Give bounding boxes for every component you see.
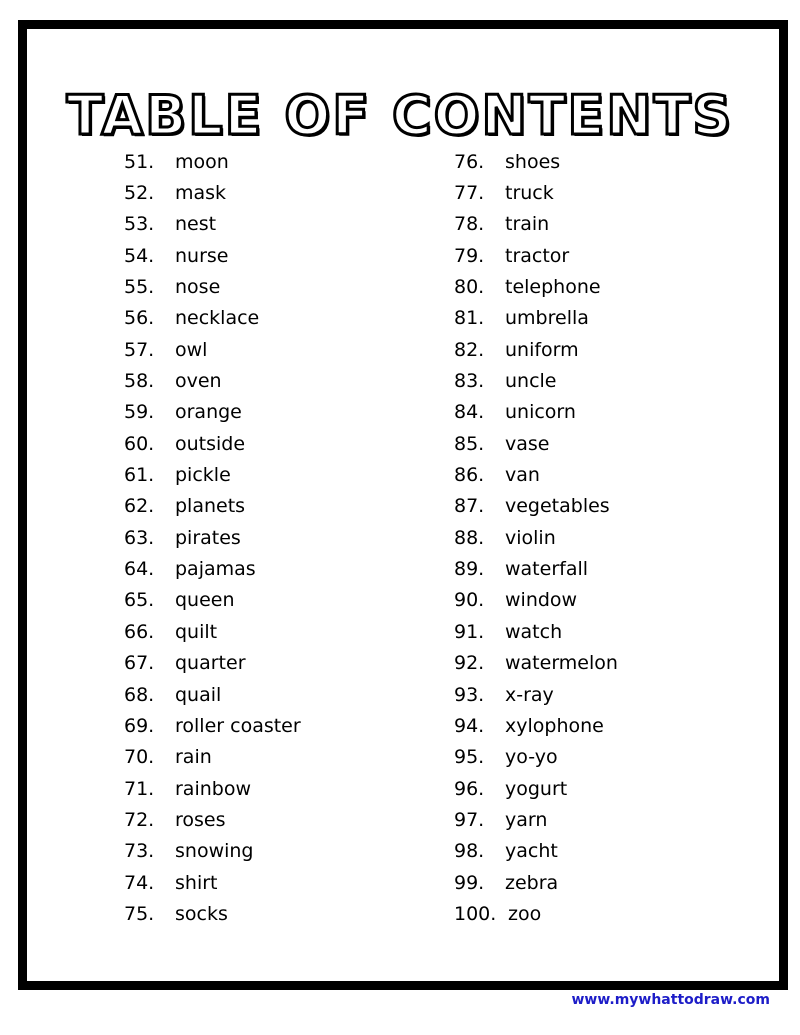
entry-word: telephone (505, 276, 601, 299)
contents-entry (454, 648, 618, 679)
entry-word: roller coaster (175, 714, 301, 737)
contents-entry (454, 773, 618, 804)
entry-word: unicorn (505, 401, 576, 424)
entry-word: quarter (175, 652, 246, 675)
entry-number: 81. (454, 307, 485, 330)
entry-number: 59. (124, 401, 155, 424)
entry-number: 62. (124, 495, 155, 518)
entry-word: uniform (505, 338, 579, 361)
contents-entry (454, 836, 618, 867)
entry-word: planets (175, 495, 246, 518)
entry-number: 79. (454, 244, 485, 267)
entry-word: moon (175, 150, 229, 173)
contents-entry (124, 303, 301, 334)
entry-number: 69. (124, 714, 155, 737)
contents-entry (124, 648, 301, 679)
contents-entry (454, 491, 618, 522)
entry-number: 68. (124, 683, 155, 706)
contents-entry (454, 616, 618, 647)
contents-entry (124, 679, 301, 710)
contents-entry (124, 867, 301, 898)
entry-number: 61. (124, 464, 155, 487)
entry-number: 55. (124, 276, 155, 299)
contents-entry (454, 209, 618, 240)
entry-word: pirates (175, 526, 241, 549)
entry-number: 88. (454, 526, 485, 549)
entry-number: 97. (454, 808, 485, 831)
contents-entry (124, 804, 301, 835)
entry-word: roses (175, 808, 226, 831)
entry-word: yarn (505, 808, 548, 831)
entry-word: oven (175, 370, 222, 393)
entry-word: socks (175, 902, 228, 925)
entry-number: 73. (124, 840, 155, 863)
contents-entry (124, 553, 301, 584)
entry-number: 85. (454, 432, 485, 455)
entry-number: 100. (454, 902, 497, 925)
contents-entry (454, 679, 618, 710)
entry-word: watch (505, 620, 563, 643)
entry-word: watermelon (505, 652, 618, 675)
contents-entry (124, 271, 301, 302)
entry-word: umbrella (505, 307, 589, 330)
entry-number: 63. (124, 526, 155, 549)
entry-word: van (505, 464, 540, 487)
contents-entry (124, 616, 301, 647)
contents-entry (124, 459, 301, 490)
entry-word: zebra (505, 871, 559, 894)
contents-entry (454, 428, 618, 459)
entry-number: 84. (454, 401, 485, 424)
contents-entry (454, 397, 618, 428)
entry-word: queen (175, 589, 235, 612)
entry-number: 51. (124, 150, 155, 173)
contents-entry (124, 365, 301, 396)
entry-number: 60. (124, 432, 155, 455)
entry-number: 57. (124, 338, 155, 361)
entry-number: 58. (124, 370, 155, 393)
contents-entry (124, 585, 301, 616)
entry-word: waterfall (505, 558, 589, 581)
entry-word: x-ray (505, 683, 554, 706)
entry-word: tractor (505, 244, 570, 267)
entry-word: uncle (505, 370, 557, 393)
contents-entry (124, 146, 301, 177)
website-link[interactable]: www.mywhattodraw.com (571, 992, 770, 1008)
contents-entry (454, 334, 618, 365)
contents-column-right (454, 146, 618, 930)
entry-word: pickle (175, 464, 231, 487)
entry-number: 65. (124, 589, 155, 612)
entry-word: owl (175, 338, 208, 361)
contents-entry (454, 710, 618, 741)
entry-number: 80. (454, 276, 485, 299)
entry-word: nose (175, 276, 221, 299)
entry-word: rain (175, 746, 212, 769)
entry-number: 90. (454, 589, 485, 612)
contents-entry (124, 177, 301, 208)
contents-entry (454, 146, 618, 177)
entry-word: orange (175, 401, 242, 424)
entry-word: mask (175, 182, 227, 205)
entry-number: 56. (124, 307, 155, 330)
entry-number: 74. (124, 871, 155, 894)
entry-word: shirt (175, 871, 218, 894)
entry-number: 91. (454, 620, 485, 643)
contents-entry (454, 553, 618, 584)
entry-number: 98. (454, 840, 485, 863)
entry-word: truck (505, 182, 554, 205)
entry-number: 82. (454, 338, 485, 361)
contents-column-left (124, 146, 301, 930)
entry-number: 87. (454, 495, 485, 518)
entry-number: 95. (454, 746, 485, 769)
entry-number: 75. (124, 902, 155, 925)
contents-entry (124, 742, 301, 773)
entry-word: zoo (508, 902, 542, 925)
entry-word: shoes (505, 150, 561, 173)
contents-entry (454, 585, 618, 616)
entry-word: window (505, 589, 578, 612)
entry-number: 64. (124, 558, 155, 581)
entry-number: 67. (124, 652, 155, 675)
entry-word: quilt (175, 620, 218, 643)
entry-word: yacht (505, 840, 558, 863)
contents-entry (454, 303, 618, 334)
entry-number: 92. (454, 652, 485, 675)
entry-number: 70. (124, 746, 155, 769)
entry-word: rainbow (175, 777, 251, 800)
entry-number: 72. (124, 808, 155, 831)
contents-entry (454, 177, 618, 208)
contents-entry (124, 491, 301, 522)
entry-number: 86. (454, 464, 485, 487)
entry-word: violin (505, 526, 556, 549)
entry-word: xylophone (505, 714, 604, 737)
entry-number: 71. (124, 777, 155, 800)
contents-entry (454, 240, 618, 271)
contents-entry (124, 898, 301, 929)
entry-word: vase (505, 432, 550, 455)
entry-word: vegetables (505, 495, 610, 518)
entry-word: yogurt (505, 777, 568, 800)
entry-number: 53. (124, 213, 155, 236)
contents-entry (124, 836, 301, 867)
entry-number: 76. (454, 150, 485, 173)
contents-entry (454, 867, 618, 898)
contents-entry (124, 240, 301, 271)
contents-entry (124, 773, 301, 804)
entry-number: 52. (124, 182, 155, 205)
entry-word: yo-yo (505, 746, 558, 769)
entry-number: 83. (454, 370, 485, 393)
entry-word: snowing (175, 840, 254, 863)
entry-word: pajamas (175, 558, 256, 581)
contents-entry (124, 397, 301, 428)
entry-word: outside (175, 432, 246, 455)
entry-number: 94. (454, 714, 485, 737)
entry-number: 96. (454, 777, 485, 800)
entry-word: necklace (175, 307, 260, 330)
entry-number: 93. (454, 683, 485, 706)
entry-number: 89. (454, 558, 485, 581)
entry-number: 78. (454, 213, 485, 236)
contents-entry (454, 365, 618, 396)
entry-word: nest (175, 213, 217, 236)
contents-entry (454, 271, 618, 302)
contents-entry (124, 710, 301, 741)
entry-number: 77. (454, 182, 485, 205)
entry-word: train (505, 213, 550, 236)
entry-number: 99. (454, 871, 485, 894)
contents-entry (124, 522, 301, 553)
contents-entry (124, 428, 301, 459)
entry-word: quail (175, 683, 222, 706)
contents-entry (454, 804, 618, 835)
contents-entry (454, 742, 618, 773)
entry-number: 66. (124, 620, 155, 643)
contents-entry (454, 522, 618, 553)
entry-number: 54. (124, 244, 155, 267)
contents-entry (124, 334, 301, 365)
contents-entry (454, 459, 618, 490)
contents-entry (454, 898, 618, 929)
entry-word: nurse (175, 244, 229, 267)
contents-entry (124, 209, 301, 240)
page-title: TABLE OF CONTENTS (66, 84, 734, 148)
